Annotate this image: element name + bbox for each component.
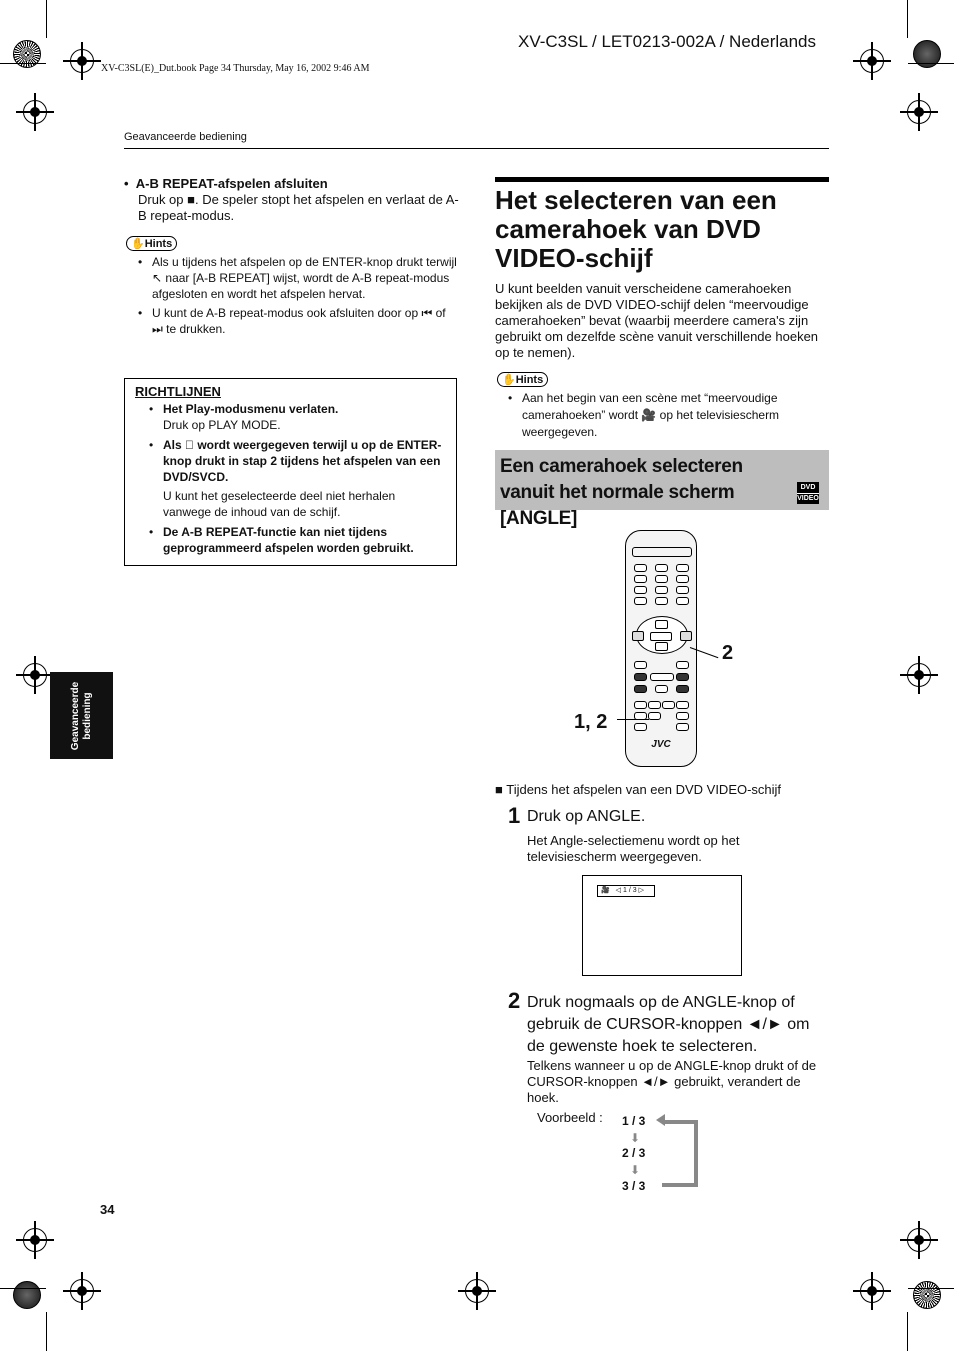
remote-control (625, 530, 697, 767)
side-tab-line1: Geavanceerde (69, 681, 81, 750)
guideline-bold: • Als ⃠ wordt weergegeven terwijl u op de ENTER-knop drukt in stap 2 tijdens het afspelen van een DVD/SVCD. (163, 438, 442, 484)
step1-text: Het Angle-selectiemenu wordt op het televisiescherm weergegeven. (527, 833, 740, 864)
step2-text: Telkens wanneer u op de ANGLE-knop drukt of de CURSOR-knoppen ◄/► gebruikt, verandert de hoek. (527, 1058, 817, 1105)
crop-line (0, 1288, 46, 1289)
step2-title: Druk nogmaals op de ANGLE-knop of gebruik de CURSOR-knoppen ◄/► om de gewenste hoek te selecteren. (527, 994, 810, 1055)
registration-mark (907, 663, 931, 687)
title-rule (495, 177, 829, 182)
ab-repeat-title: A-B REPEAT-afspelen afsluiten (135, 176, 328, 191)
page-number: 34 (100, 1202, 115, 1217)
registration-mark (23, 1228, 47, 1252)
guideline-text: U kunt het geselecteerde deel niet herhalen vanwege de inhoud van de schijf. (163, 489, 396, 519)
doc-id: XV-C3SL / LET0213-002A / Nederlands (518, 32, 816, 51)
callout-2: 2 (722, 642, 734, 664)
angle-value: ◁ 1 / 3 ▷ (615, 887, 644, 894)
crop-line (908, 63, 954, 64)
step1-number: 1 (508, 803, 521, 828)
hint-item: • Als u tijdens het afspelen op de ENTER-knop drukt terwijl ↖ naar [A-B REPEAT] wijst, wordt de A-B repeat-modus afgesloten en wordt het afspelen hervat. (138, 254, 458, 302)
ab-repeat-text: Druk op ■. De speler stopt het afspelen en verlaat de A-B repeat-modus. (138, 192, 459, 223)
tv-screen (582, 875, 742, 976)
loop-arrow-icon (656, 1114, 665, 1126)
cycle-item: 1 / 3 (622, 1114, 646, 1128)
step2-number: 2 (508, 988, 521, 1013)
hint-item: • U kunt de A-B repeat-modus ook afsluiten door op ⏮ of ⏭ te drukken. (138, 305, 458, 337)
side-tab-line2: bediening (81, 691, 93, 740)
guideline-item (149, 437, 446, 520)
guideline-bold: • De A-B REPEAT-functie kan niet tijdens geprogrammeerd afspelen worden gebruikt. (163, 525, 414, 555)
crop-line (907, 1312, 908, 1351)
dvd-video-badge: DVD VIDEO (797, 484, 819, 502)
registration-mark (907, 100, 931, 124)
cycle-item: 2 / 3 (622, 1146, 646, 1160)
registration-mark-sun (913, 1281, 941, 1309)
hints-icon: ✋Hints (126, 236, 177, 251)
registration-mark-sun (13, 1281, 41, 1309)
step1-title: Druk op ANGLE. (527, 808, 646, 825)
callout-12: 1, 2 (574, 711, 608, 733)
registration-mark (465, 1279, 489, 1303)
hints-list (138, 254, 458, 337)
registration-mark (70, 49, 94, 73)
example-label: Voorbeeld : (537, 1110, 603, 1125)
crop-line (46, 1312, 47, 1351)
side-tab (50, 672, 113, 759)
down-arrow-icon: ⬇ (630, 1163, 641, 1177)
page-title: Het selecteren van een camerahoek van DVD VIDEO-schijf (495, 185, 777, 273)
crop-line (46, 0, 47, 38)
guideline-bold: • Het Play-modusmenu verlaten. (163, 402, 339, 416)
registration-mark (860, 49, 884, 73)
registration-mark (860, 1279, 884, 1303)
registration-mark (907, 1228, 931, 1252)
angle-button (648, 712, 661, 720)
registration-mark (70, 1279, 94, 1303)
remote-brand: JVC (651, 739, 671, 750)
guideline-item (149, 401, 446, 433)
down-arrow-icon: ⬇ (630, 1131, 641, 1145)
hints-list (508, 390, 830, 441)
book-info: XV-C3SL(E)_Dut.book Page 34 Thursday, May 16, 2002 9:46 AM (101, 63, 370, 74)
intro-text: U kunt beelden vanuit verscheidene camerahoeken bekijken als de DVD VIDEO-schijf delen “meervoudige camerahoeken” bevat (waarbij meerdere camera's zijn gebruikt om dezelfde scène vanuit verschillende hoeken op te nemen). (495, 281, 819, 360)
bullet: • (124, 176, 136, 191)
camera-icon: 🎥 (601, 887, 610, 894)
angle-display (597, 885, 655, 897)
guidelines-box (124, 378, 457, 566)
subsection-title: Een camerahoek selecteren vanuit het normale scherm [ANGLE] (500, 456, 743, 529)
hints-badge (497, 370, 548, 388)
ab-repeat-section (124, 176, 462, 224)
crop-line (0, 63, 46, 64)
hints-icon: ✋Hints (497, 372, 548, 387)
callout-line (617, 719, 649, 720)
guidelines-title: RICHTLIJNEN (135, 384, 221, 399)
guideline-text: Druk op PLAY MODE. (163, 418, 281, 432)
guideline-item (149, 524, 446, 556)
header-rule (124, 148, 829, 149)
hint-item: • Aan het begin van een scène met “meervoudige camerahoeken” wordt 🎥 op het televisiescherm weergegeven. (508, 390, 830, 441)
subsection-bar (495, 450, 829, 529)
condition-text: ■ Tijdens het afspelen van een DVD VIDEO-schijf (495, 782, 782, 797)
crop-line (908, 1288, 954, 1289)
section-header: Geavanceerde bediening (124, 131, 247, 143)
hints-badge (126, 234, 177, 252)
crop-line (907, 0, 908, 38)
cursor-right-button (680, 631, 692, 641)
registration-mark (23, 100, 47, 124)
loop-bracket (662, 1120, 698, 1187)
cycle-item: 3 / 3 (622, 1179, 646, 1193)
registration-mark (23, 663, 47, 687)
